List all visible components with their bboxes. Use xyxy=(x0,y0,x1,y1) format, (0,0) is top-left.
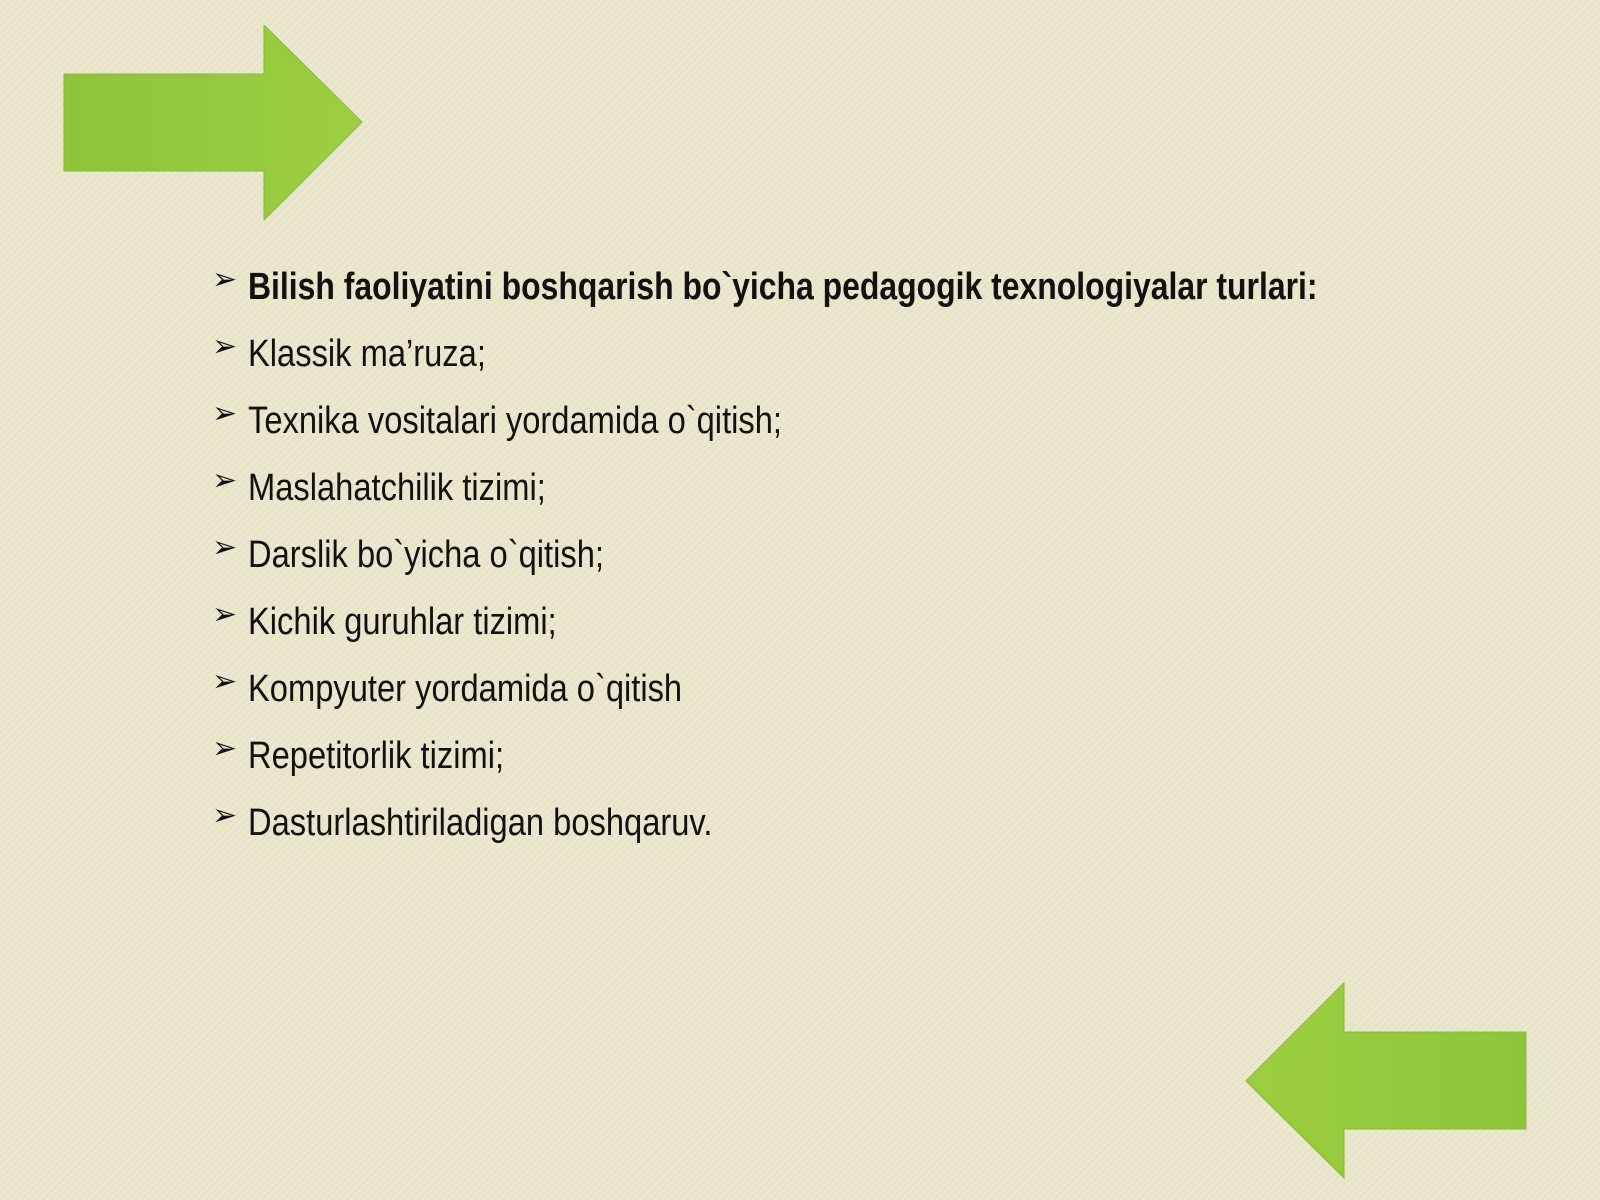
heading-text: Bilish faoliyatini boshqarish bo`yicha pedagogik texnologiyalar turlari: xyxy=(248,266,1318,308)
arrowhead-bullet-icon: ➢ xyxy=(212,732,238,765)
list-item-text: Kompyuter yordamida o`qitish xyxy=(248,668,683,710)
arrowhead-bullet-icon: ➢ xyxy=(212,799,238,832)
bullet-list xyxy=(212,258,1592,861)
arrowhead-bullet-icon: ➢ xyxy=(212,330,238,363)
arrow-left-icon[interactable] xyxy=(1243,980,1528,1180)
arrowhead-bullet-icon: ➢ xyxy=(212,464,238,497)
arrowhead-bullet-icon: ➢ xyxy=(212,397,238,430)
list-item-text: Darslik bo`yicha o`qitish; xyxy=(248,534,604,576)
list-item xyxy=(212,459,1592,526)
list-item-text: Maslahatchilik tizimi; xyxy=(248,467,546,509)
arrowhead-bullet-icon: ➢ xyxy=(212,263,238,296)
list-item-text: Repetitorlik tizimi; xyxy=(248,735,505,777)
arrowhead-bullet-icon: ➢ xyxy=(212,598,238,631)
list-item xyxy=(212,794,1592,861)
list-item xyxy=(212,392,1592,459)
list-heading xyxy=(212,258,1592,325)
arrow-right-icon[interactable] xyxy=(62,25,367,227)
list-item xyxy=(212,660,1592,727)
list-item-text: Texnika vositalari yordamida o`qitish; xyxy=(248,400,783,442)
arrowhead-bullet-icon: ➢ xyxy=(212,531,238,564)
list-item xyxy=(212,526,1592,593)
list-item-text: Klassik ma’ruza; xyxy=(248,333,486,375)
list-item xyxy=(212,325,1592,392)
arrowhead-bullet-icon: ➢ xyxy=(212,665,238,698)
list-item-text: Kichik guruhlar tizimi; xyxy=(248,601,557,643)
list-item-text: Dasturlashtiriladigan boshqaruv. xyxy=(248,802,713,844)
list-item xyxy=(212,727,1592,794)
list-item xyxy=(212,593,1592,660)
